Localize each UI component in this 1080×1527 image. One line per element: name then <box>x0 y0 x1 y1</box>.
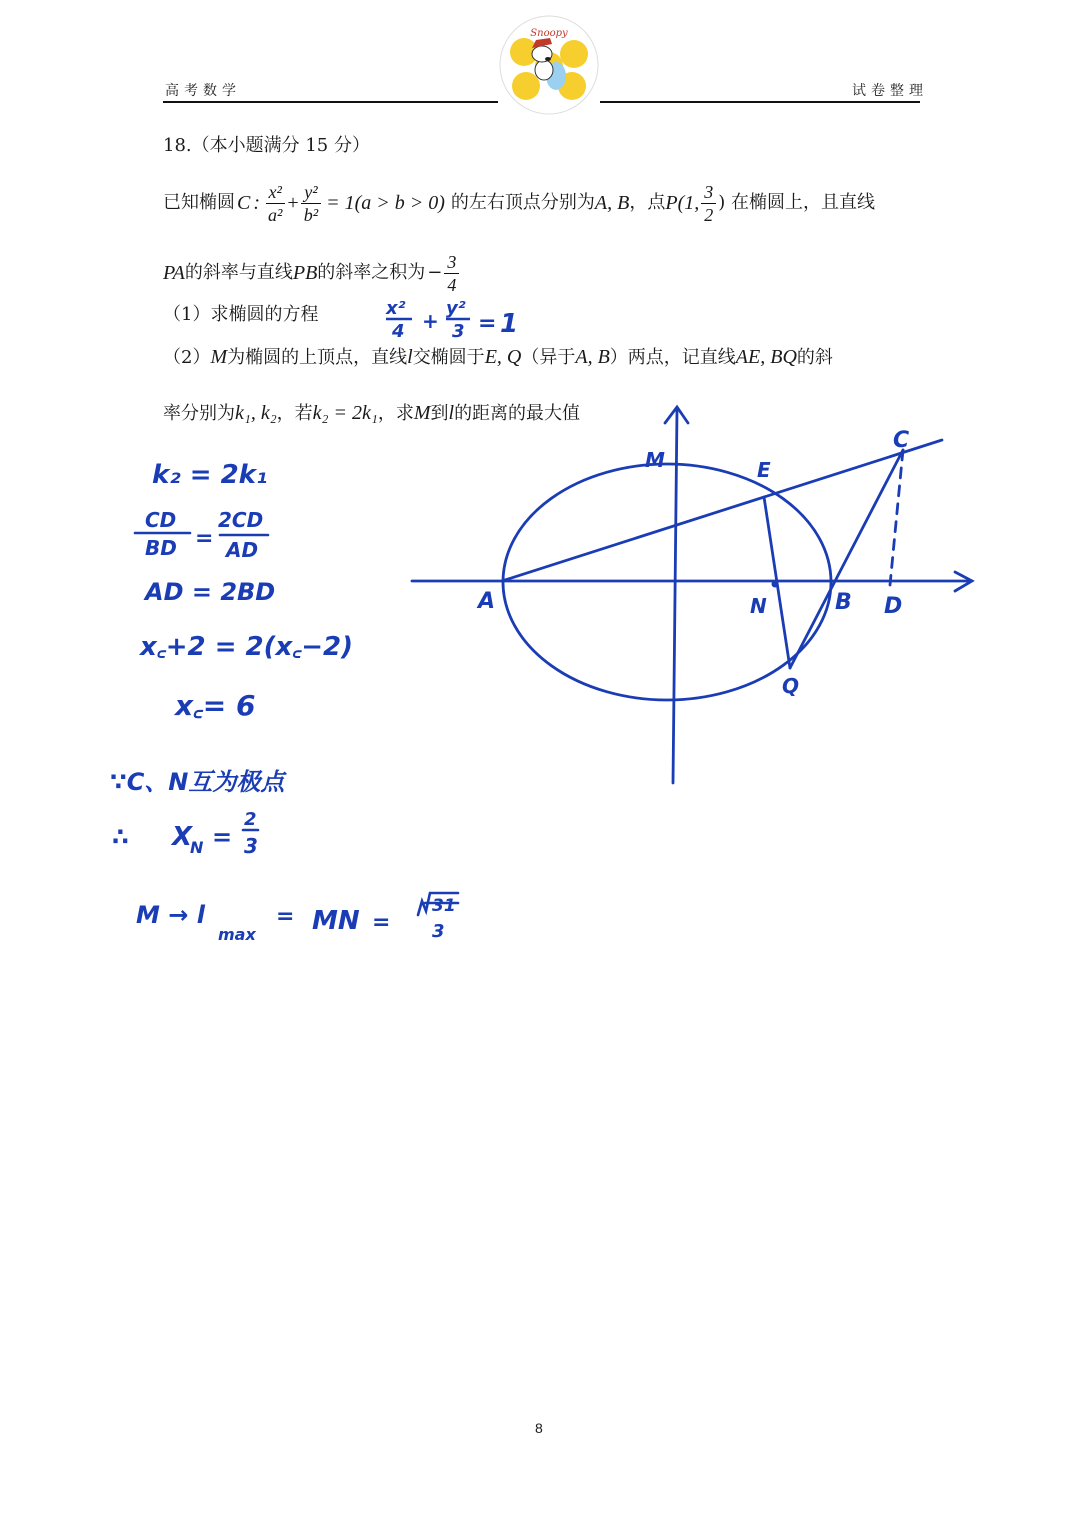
label-E: E <box>757 458 771 482</box>
svg-text:x²/4 + y²/3 = 1: x²/4 + y²/3 = 1 <box>380 292 388 293</box>
svg-text:MN: MN <box>312 906 360 936</box>
header-rule-right <box>600 101 920 103</box>
svg-text:x꜀+2 = 2(x꜀−2): x꜀+2 = 2(x꜀−2) <box>140 632 354 662</box>
svg-text:+: + <box>422 309 439 333</box>
q2-end: 的斜率之积为 <box>317 262 426 283</box>
header-right: 试卷整理 <box>852 83 928 99</box>
question-line-2: PA 的斜率与直线 PB 的斜率之积为 − $\frac{3}{4}$ <box>163 245 461 301</box>
svg-text:=: = <box>276 904 295 929</box>
svg-text:AD = 2BD: AD = 2BD <box>145 578 276 606</box>
label-N: N <box>750 594 767 618</box>
frac-3-2: $\frac{3}{2}$ <box>701 183 716 224</box>
question-line-1: 已知椭圆 C : $\frac{\text{x²}}{\text{a²}}$ + $\frac{\text{y²}}{\text{b²}}$ = 1(a > b > 0) 的左右顶点分别为 A, B ，点 P(1, $\frac{3}{2}$ ) 在椭圆上，且直线 <box>163 181 875 225</box>
q1-suffix: ) 在椭圆上，且直线 <box>718 192 875 213</box>
part-1: （1）求椭圆的方程 <box>163 304 319 325</box>
svg-text:3: 3 <box>244 834 258 858</box>
header-left: 高考数学 <box>165 83 241 99</box>
q1-prefix: 已知椭圆 <box>163 192 235 213</box>
svg-text:2: 2 <box>244 809 257 830</box>
svg-text:max: max <box>218 925 256 944</box>
page-number: 8 <box>535 1420 543 1436</box>
point-N <box>772 581 779 588</box>
part-2: （2）M为椭圆的上顶点，直线l交椭圆于E, Q（异于A, B）两点，记直线AE, BQ的斜 <box>163 346 833 368</box>
snoopy-logo <box>498 14 600 116</box>
svg-text:3: 3 <box>452 321 465 342</box>
q1-C: C <box>237 192 251 214</box>
svg-text:X: X <box>172 822 193 852</box>
svg-text:k₂ = 2k₁: k₂ = 2k₁ <box>152 460 268 490</box>
frac-y2-b2: $\frac{\text{y²}}{\text{b²}}$ <box>301 183 321 224</box>
svg-text:AD: AD <box>226 538 259 562</box>
svg-text:∵C、N互为极点: ∵C、N互为极点 <box>110 768 285 796</box>
svg-text:∴: ∴ <box>112 823 129 851</box>
q1-P: P(1, <box>665 192 700 214</box>
label-C: C <box>893 428 910 453</box>
label-A: A <box>478 589 496 614</box>
q1-point: ，点 <box>629 192 666 213</box>
svg-text:=: = <box>372 910 391 935</box>
svg-text:x꜀= 6: x꜀= 6 <box>175 689 256 722</box>
svg-text:1: 1 <box>500 309 519 339</box>
ellipse-diagram <box>400 395 990 790</box>
svg-text:31: 31 <box>432 896 456 916</box>
line-AE-C <box>502 440 942 581</box>
q1-AB: A, B <box>594 192 630 214</box>
label-Q: Q <box>782 674 800 698</box>
svg-text:N: N <box>190 838 204 857</box>
q2-mid: 的斜率与直线 <box>184 262 293 283</box>
frac-x2-a2: $\frac{\text{x²}}{\text{a²}}$ <box>265 183 285 224</box>
svg-text:=: = <box>212 823 233 851</box>
part-2-line-2: 率分别为k₁, k₂，若k₂ = 2k₁，求M到l的距离的最大值 <box>163 402 581 424</box>
question-title: 18.（本小题满分 15 分） <box>163 135 370 156</box>
svg-text:4: 4 <box>392 321 405 342</box>
svg-text:2CD: 2CD <box>218 508 264 532</box>
svg-text:CD: CD <box>145 508 177 532</box>
svg-text:M → l: M → l <box>136 901 205 929</box>
q1-mid: 的左右顶点分别为 <box>450 192 595 213</box>
handwritten-answer-1 <box>380 292 520 344</box>
logo-text: Snoopy <box>530 28 568 39</box>
header-rule-left <box>163 101 498 103</box>
svg-text:y²: y² <box>446 298 466 319</box>
q2-PB: PB <box>292 262 318 284</box>
frac-3-4: $\frac{3}{4}$ <box>444 253 459 294</box>
svg-text:=: = <box>195 526 214 551</box>
svg-text:BD: BD <box>145 536 177 560</box>
label-D: D <box>884 594 903 619</box>
svg-text:3: 3 <box>432 921 445 942</box>
svg-text:=: = <box>478 311 497 336</box>
q2-PA: PA <box>163 262 185 284</box>
svg-text:x²: x² <box>386 298 406 319</box>
label-M: M <box>645 448 665 472</box>
label-B: B <box>835 590 852 615</box>
q1-eq-rest: = 1(a > b > 0) <box>326 192 445 214</box>
